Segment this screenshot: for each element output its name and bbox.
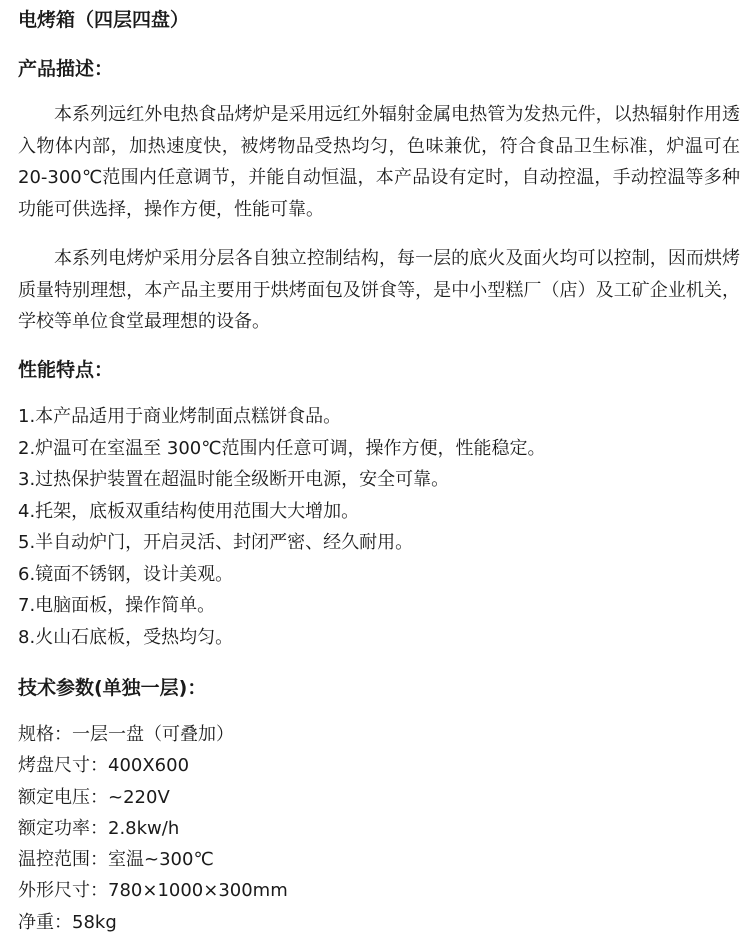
spec-item: 额定功率：2.8kw/h [18,817,180,839]
specs-heading: 技术参数(单独一层)： [18,677,207,699]
feature-item: 5.半自动炉门，开启灵活、封闭严密、经久耐用。 [18,532,414,553]
description-paragraph-1: 本系列远红外电热食品烤炉是采用远红外辐射金属电热管为发热元件，以热辐射作用透入物体内部，加热速度快，被烤物品受热均匀，色味兼优，符合食品卫生标准，炉温可在 20-300℃范围内任意调节，并能自动恒温，本产品设有定时，自动控温，手动控温等多种功能可供选择，操作方便，性能可靠。 [18,104,740,220]
specs-list [18,719,740,938]
features-heading: 性能特点： [18,359,114,381]
spec-item: 额定电压：~220V [18,786,170,808]
features-list [18,401,740,653]
spec-item: 规格：一层一盘（可叠加） [18,724,234,745]
feature-item: 7.电脑面板，操作简单。 [18,595,216,616]
document-title: 电烤箱（四层四盘） [18,9,190,31]
description-heading: 产品描述： [18,58,114,80]
feature-item: 6.镜面不锈钢，设计美观。 [18,563,234,585]
spec-item: 外形尺寸：780×1000×300mm [18,880,288,902]
feature-item: 4.托架，底板双重结构使用范围大大增加。 [18,500,360,522]
spec-item: 温控范围：室温~300℃ [18,849,214,871]
feature-item: 2.炉温可在室温至 300℃范围内任意可调，操作方便，性能稳定。 [18,437,546,459]
feature-item: 1.本产品适用于商业烤制面点糕饼食品。 [18,406,342,427]
feature-item: 3.过热保护装置在超温时能全级断开电源，安全可靠。 [18,469,450,490]
spec-item: 净重：58kg [18,911,117,933]
description-paragraph-2: 本系列电烤炉采用分层各自独立控制结构，每一层的底火及面火均可以控制，因而烘烤质量特别理想，本产品主要用于烘烤面包及饼食等，是中小型糕厂（店）及工矿企业机关，学校等单位食堂最理想的设备。 [18,248,740,332]
feature-item: 8.火山石底板，受热均匀。 [18,626,234,648]
spec-item: 烤盘尺寸：400X600 [18,755,190,777]
